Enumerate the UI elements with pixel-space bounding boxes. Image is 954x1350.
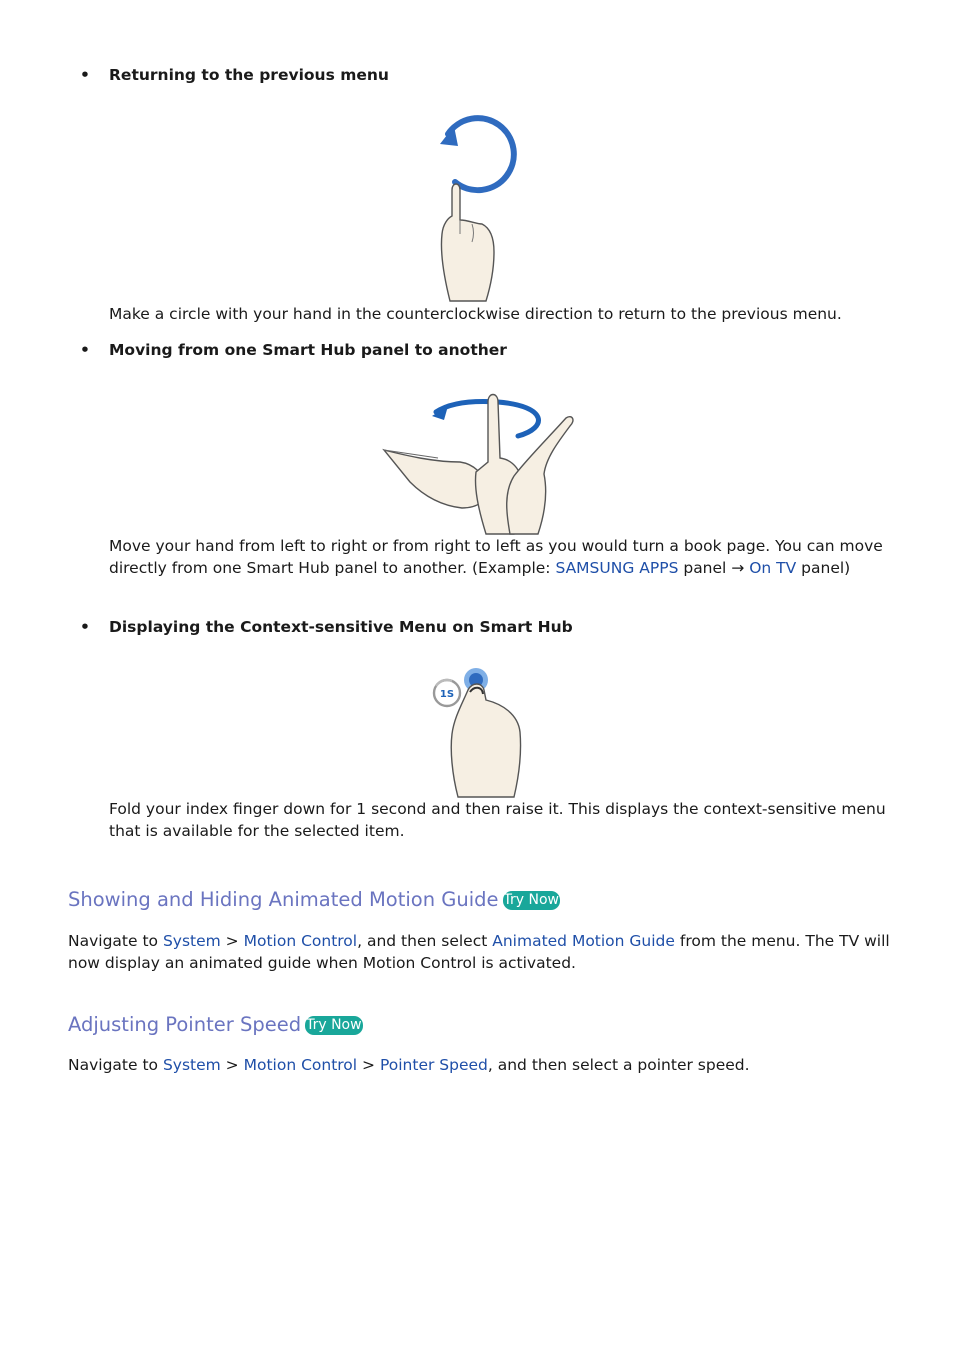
heading-title: Showing and Hiding Animated Motion Guide [68, 888, 499, 911]
one-second-badge: 1S [439, 689, 455, 700]
system-link[interactable]: System [162, 1056, 221, 1074]
bullet-title: Displaying the Context-sensitive Menu on Smart Hub [109, 618, 573, 636]
heading-pointer-speed [68, 1013, 363, 1036]
pointer-speed-link[interactable]: Pointer Speed [379, 1056, 488, 1074]
system-link[interactable]: System [162, 932, 221, 950]
description-previous-menu: Make a circle with your hand in the counterclockwise direction to return to the previous menu. [109, 305, 842, 323]
bullet-dot: • [80, 66, 90, 84]
guide-instructions: Navigate to System > Motion Control, and then select Animated Motion Guide from the menu. The TV will now display an animated guide when Motion Control is activated. [68, 932, 890, 972]
try-now-button[interactable]: Try Now [503, 892, 559, 908]
description-context-menu: Fold your index finger down for 1 second and then raise it. This displays the context-sensitive menu that is available for the selected item. [109, 800, 886, 840]
heading-animated-motion-guide [68, 888, 560, 911]
samsung-apps-link[interactable]: SAMSUNG APPS [555, 559, 679, 577]
bullet-title: Moving from one Smart Hub panel to another [109, 341, 507, 359]
circle-gesture-illustration [420, 112, 530, 304]
fold-finger-gesture-illustration [428, 664, 528, 798]
description-panel-move: Move your hand from left to right or from right to left as you would turn a book page. You can move directly from one Smart Hub panel to another. (Example: SAMSUNG APPS panel → On TV panel) [109, 537, 883, 577]
arrow-glyph: → [731, 559, 745, 577]
swipe-gesture-illustration [378, 388, 578, 536]
bullet-dot: • [80, 341, 90, 359]
heading-title: Adjusting Pointer Speed [68, 1013, 302, 1036]
try-now-button[interactable]: Try Now [306, 1017, 362, 1033]
motion-control-link[interactable]: Motion Control [243, 1056, 358, 1074]
bullet-title: Returning to the previous menu [109, 66, 389, 84]
animated-motion-guide-link[interactable]: Animated Motion Guide [492, 932, 675, 950]
pointer-instructions: Navigate to System > Motion Control > Pointer Speed, and then select a pointer speed. [68, 1056, 750, 1074]
bullet-dot: • [80, 618, 90, 636]
on-tv-link[interactable]: On TV [749, 559, 797, 577]
motion-control-link[interactable]: Motion Control [243, 932, 358, 950]
